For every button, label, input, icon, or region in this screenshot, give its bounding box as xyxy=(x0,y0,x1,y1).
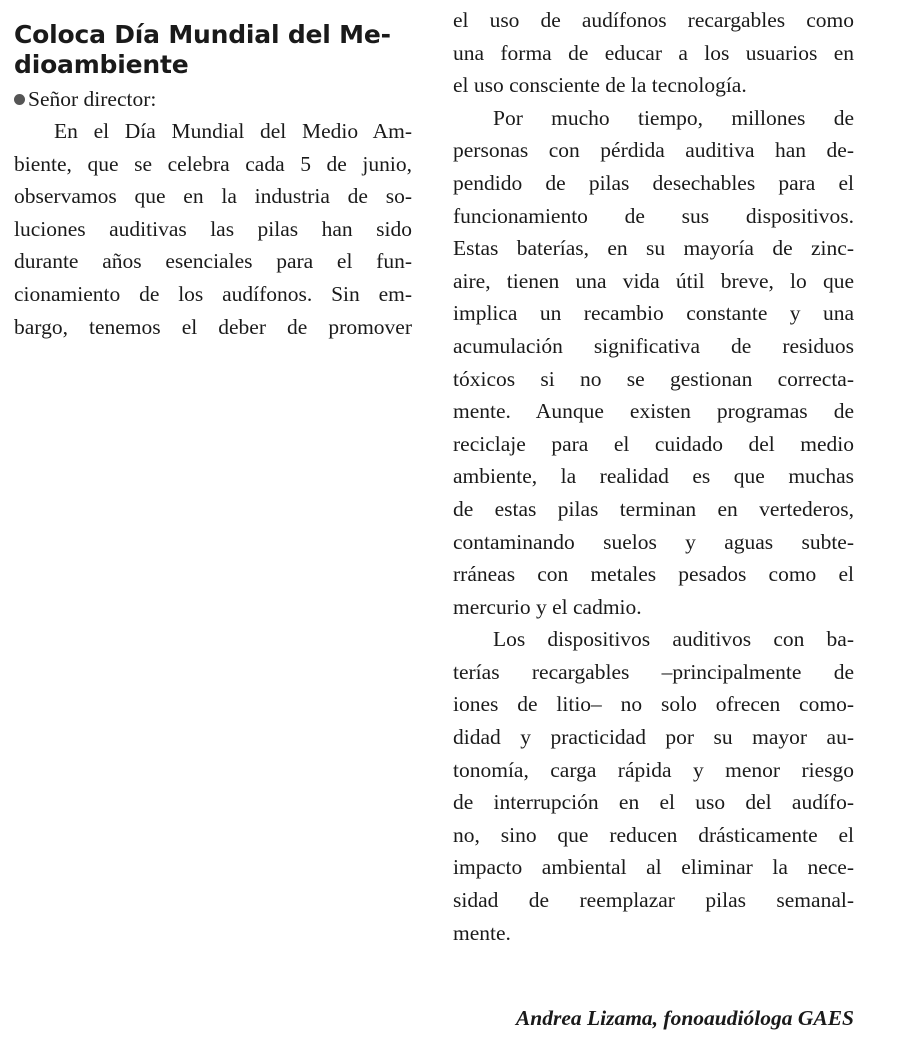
text-line: no, sino que reducen drásticamente el xyxy=(453,822,854,847)
text-line: durante años esenciales para el fun- xyxy=(14,249,412,274)
text-line: sidad de reemplazar pilas semanal- xyxy=(453,888,854,913)
text-line: reciclaje para el cuidado del medio xyxy=(453,431,854,456)
bullet-icon xyxy=(14,94,25,105)
headline xyxy=(14,20,412,80)
text-line: mercurio y el cadmio. xyxy=(453,594,642,619)
text-line: mente. Aunque existen programas de xyxy=(453,399,854,424)
headline-line: dioambiente xyxy=(14,50,189,79)
text-line: funcionamiento de sus dispositivos. xyxy=(453,203,854,228)
paragraph-3 xyxy=(453,623,854,949)
text-line: el uso consciente de la tecnología. xyxy=(453,73,747,98)
text-line: tonomía, carga rápida y menor riesgo xyxy=(453,757,854,782)
text-line: cionamiento de los audífonos. Sin em- xyxy=(14,281,412,306)
salutation-text: Señor director: xyxy=(28,87,157,111)
text-line: pendido de pilas desechables para el xyxy=(453,170,854,195)
signature: Andrea Lizama, fonoaudióloga GAES xyxy=(515,1006,854,1030)
text-line: personas con pérdida auditiva han de- xyxy=(453,138,854,163)
text-line: observamos que en la industria de so- xyxy=(14,184,412,209)
headline-line: Coloca Día Mundial del Me- xyxy=(14,20,391,49)
text-line: luciones auditivas las pilas han sido xyxy=(14,216,412,241)
text-line: Por mucho tiempo, millones de xyxy=(493,105,854,130)
text-line: una forma de educar a los usuarios en xyxy=(453,40,854,65)
text-line: tóxicos si no se gestionan correcta- xyxy=(453,366,854,391)
text-line: impacto ambiental al eliminar la nece- xyxy=(453,855,854,880)
text-line: mente. xyxy=(453,920,511,945)
text-line: biente, que se celebra cada 5 de junio, xyxy=(14,151,412,176)
text-line: ambiente, la realidad es que muchas xyxy=(453,464,854,489)
paragraph-1-continued xyxy=(453,4,854,102)
text-line: acumulación significativa de residuos xyxy=(453,333,854,358)
left-column xyxy=(14,0,412,343)
paragraph-1 xyxy=(14,115,412,343)
text-line: de estas pilas terminan en vertederos, xyxy=(453,496,854,521)
text-line: En el Día Mundial del Medio Am- xyxy=(54,119,412,143)
text-line: de interrupción en el uso del audífo- xyxy=(453,790,854,815)
text-line: terías recargables –principalmente de xyxy=(453,659,854,684)
salutation xyxy=(14,83,412,115)
text-line: contaminando suelos y aguas subte- xyxy=(453,529,854,554)
text-line: bargo, tenemos el deber de promover xyxy=(14,314,412,339)
text-line: iones de litio– no solo ofrecen como- xyxy=(453,692,854,717)
text-line: implica un recambio constante y una xyxy=(453,301,854,326)
text-line: Los dispositivos auditivos con ba- xyxy=(493,627,854,652)
paragraph-2 xyxy=(453,102,854,624)
text-line: didad y practicidad por su mayor au- xyxy=(453,725,854,750)
text-line: aire, tienen una vida útil breve, lo que xyxy=(453,268,854,293)
text-line: el uso de audífonos recargables como xyxy=(453,8,854,32)
text-line: rráneas con metales pesados como el xyxy=(453,562,854,587)
right-column xyxy=(453,4,854,949)
text-line: Estas baterías, en su mayoría de zinc- xyxy=(453,236,854,261)
